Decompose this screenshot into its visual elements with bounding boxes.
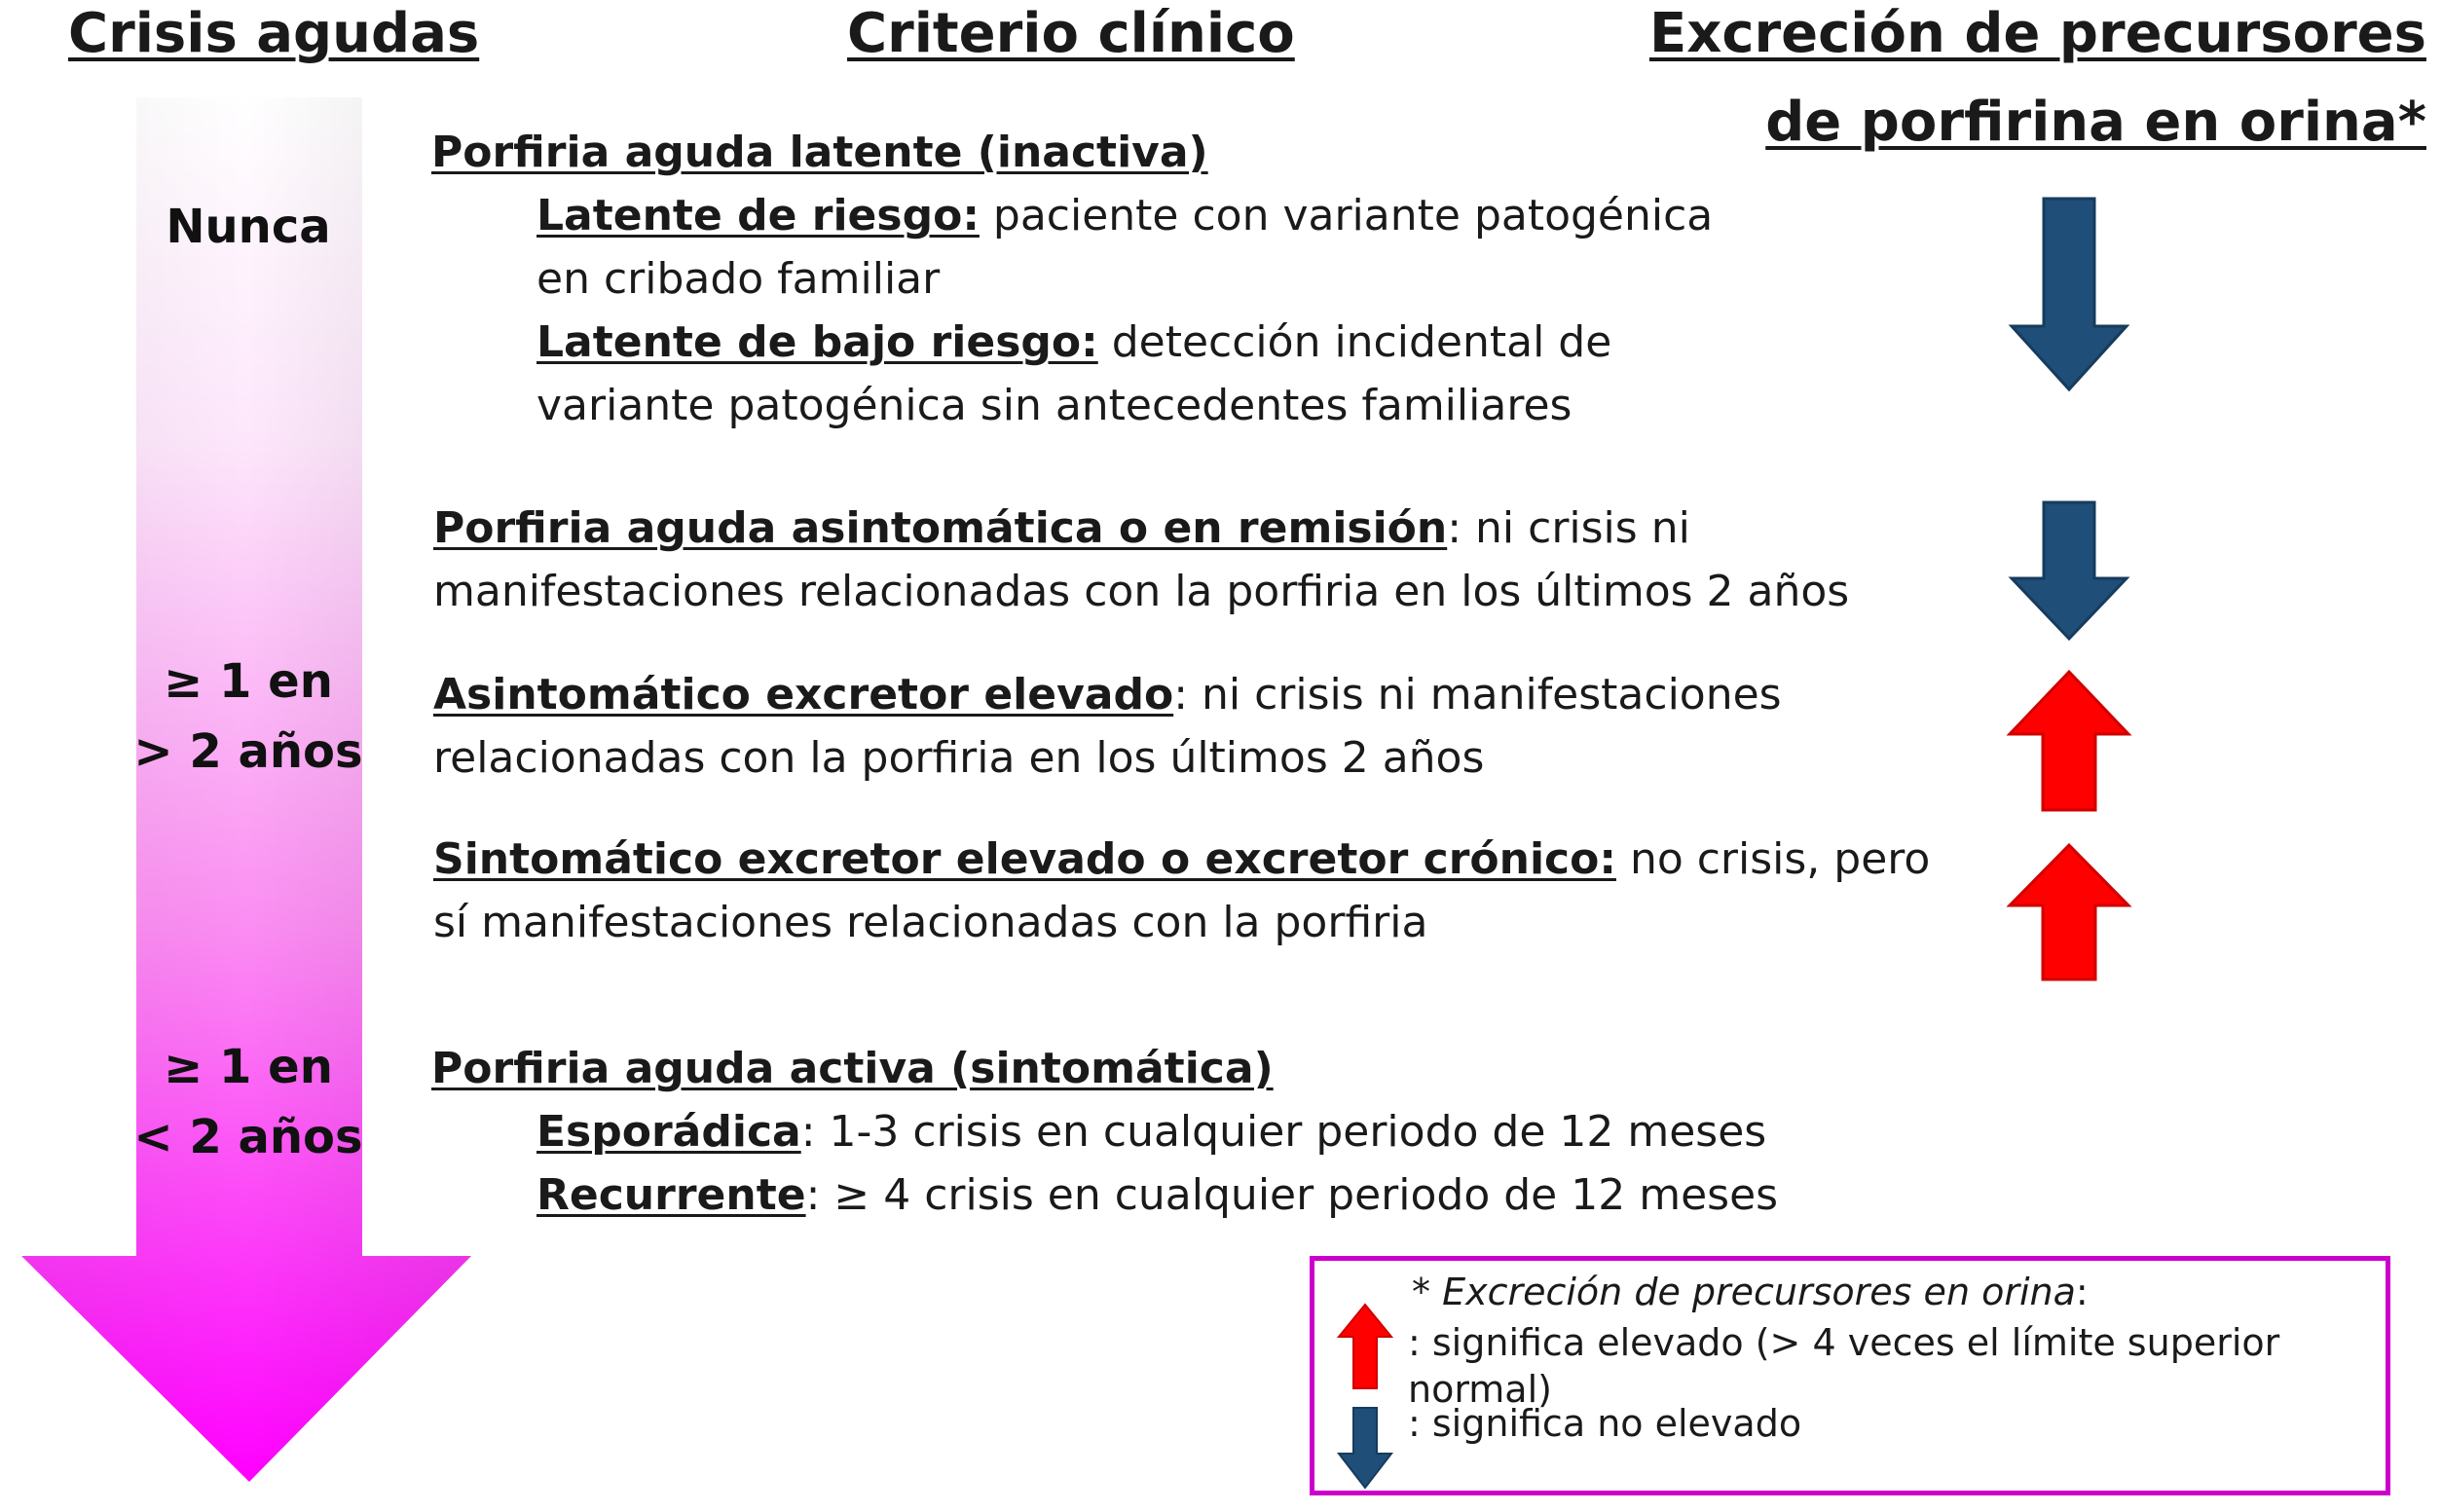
crisis-level-mid-line2: > 2 años [133, 724, 363, 779]
crisis-level-nunca-text: Nunca [166, 200, 331, 254]
asintomatico-excretor-text-2: relacionadas con la porfiria en los últimos 2 años [433, 733, 1485, 783]
activa-esporadica-label: Esporádica [536, 1107, 801, 1157]
sintomatico-excretor-text-2: sí manifestaciones relacionadas con la porfiria [433, 898, 1428, 947]
legend-arrow-down-icon [1336, 1405, 1394, 1491]
latente-bajo-text: detección incidental de [1097, 317, 1612, 367]
crisis-level-less-than-2-years [122, 1032, 375, 1172]
crisis-level-nunca [122, 192, 375, 262]
legend-title-text: * Excreción de precursores en orina [1412, 1271, 2076, 1313]
crisis-level-low-line2: < 2 años [133, 1110, 363, 1164]
criterio-asintomatica [433, 497, 1849, 623]
sintomatico-excretor-label: Sintomático excretor elevado o excretor crónico: [433, 834, 1616, 884]
asintomatica-label: Porfiria aguda asintomática o en remisión [433, 503, 1448, 553]
activa-title: Porfiria aguda activa (sintomática) [431, 1044, 1274, 1093]
asintomatico-excretor-label: Asintomático excretor elevado [433, 670, 1174, 719]
criterio-latente [431, 121, 1713, 437]
legend-arrow-up-icon [1336, 1302, 1394, 1391]
latente-title: Porfiria aguda latente (inactiva) [431, 128, 1208, 177]
latente-riesgo-text-2: en cribado familiar [536, 254, 941, 304]
sintomatico-excretor-text: no crisis, pero [1615, 834, 1931, 884]
activa-esporadica-text: : 1-3 crisis en cualquier periodo de 12 meses [800, 1107, 1767, 1157]
activa-recurrente-label: Recurrente [536, 1170, 806, 1220]
legend-up-text: : significa elevado (> 4 veces el límite superior normal) [1408, 1321, 2280, 1411]
asintomatica-text: : ni crisis ni [1447, 503, 1690, 553]
crisis-level-more-than-2-years [122, 646, 375, 787]
crisis-level-mid-line1: ≥ 1 en [164, 654, 333, 709]
header-criterio-clinico: Criterio clínico [847, 2, 1295, 65]
header-excrecion-line2: de porfirina en orina* [1765, 90, 2426, 154]
latente-bajo-label: Latente de bajo riesgo: [536, 317, 1098, 367]
latente-riesgo-label: Latente de riesgo: [536, 191, 980, 240]
latente-riesgo-text: paciente con variante patogénica [979, 191, 1714, 240]
activa-recurrente-text: : ≥ 4 crisis en cualquier periodo de 12 meses [805, 1170, 1779, 1220]
criterio-sintomatico-excretor [433, 828, 1930, 954]
arrow-up-icon-asintomatico-excretor [2004, 668, 2134, 814]
asintomatico-excretor-text: : ni crisis ni manifestaciones [1173, 670, 1782, 719]
asintomatica-text-2: manifestaciones relacionadas con la porfiria en los últimos 2 años [433, 567, 1850, 616]
header-crisis-agudas: Crisis agudas [68, 2, 480, 65]
legend-box [1310, 1256, 2390, 1495]
criterio-asintomatico-excretor [433, 663, 1782, 790]
legend-down-text: : significa no elevado [1408, 1402, 1802, 1445]
legend-title-colon: : [2075, 1271, 2089, 1313]
criterio-activa [431, 1037, 1778, 1227]
latente-bajo-text-2: variante patogénica sin antecedentes familiares [536, 381, 1572, 430]
arrow-up-icon-sintomatico-excretor [2004, 841, 2134, 983]
header-excrecion [1648, 2, 2426, 154]
crisis-level-low-line1: ≥ 1 en [164, 1040, 333, 1094]
header-excrecion-line1: Excreción de precursores [1648, 2, 2426, 65]
legend-title [1412, 1271, 2089, 1313]
arrow-down-icon-latente [2006, 195, 2132, 394]
arrow-down-icon-asintomatica [2006, 498, 2132, 643]
